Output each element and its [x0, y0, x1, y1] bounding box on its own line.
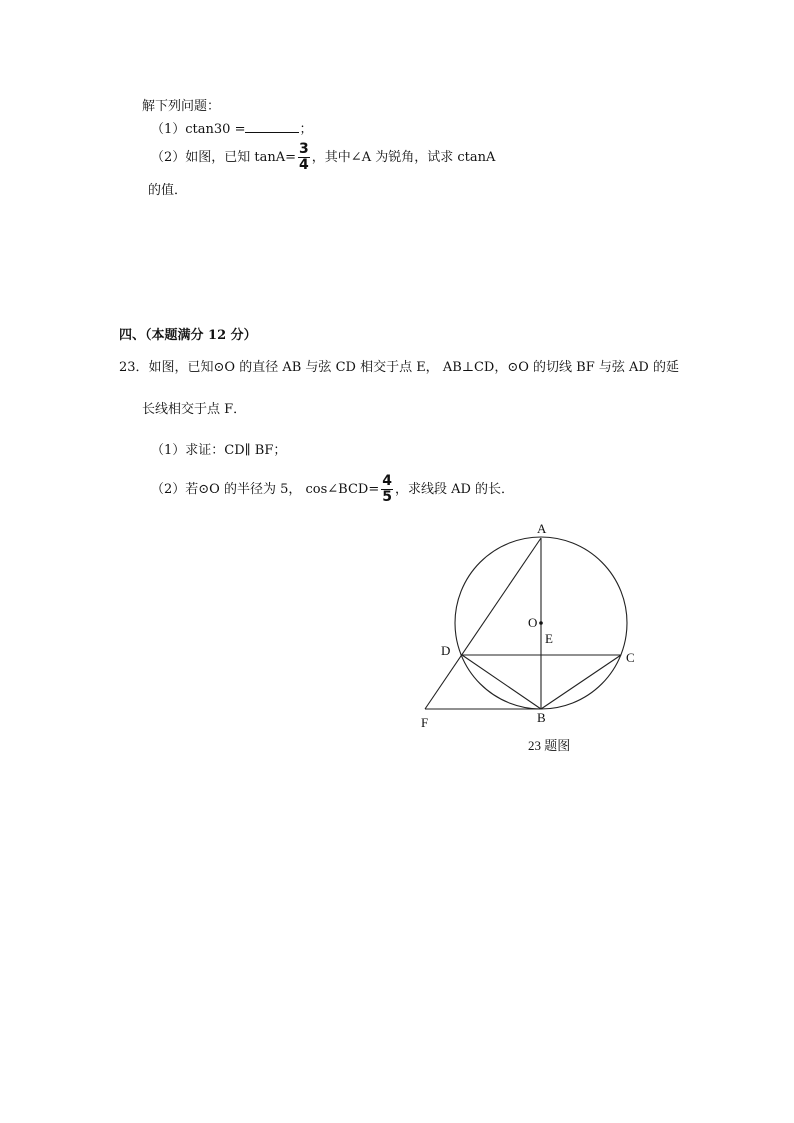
fraction-denominator: 4 — [299, 157, 309, 173]
center-point — [539, 621, 543, 625]
figure-caption: 23 题图 — [528, 738, 571, 753]
label-a: A — [537, 521, 547, 536]
segment-db — [462, 655, 541, 709]
problem22-intro: 解下列问题： — [142, 99, 221, 114]
problem23-statement-continued: 长线相交于点 F． — [142, 402, 247, 417]
label-f: F — [421, 715, 429, 730]
label-e: E — [545, 631, 553, 646]
line-fa — [425, 538, 541, 709]
problem22-part1 — [151, 120, 312, 139]
answer-blank[interactable] — [245, 120, 299, 133]
geometry-figure — [400, 510, 660, 770]
problem23-part2 — [151, 472, 514, 508]
problem22-part2-suffix: ，其中∠A 为锐角，试求 ctanA — [311, 150, 496, 165]
fraction-three-quarters — [298, 142, 310, 173]
fraction-denominator: 5 — [382, 489, 392, 505]
label-b: B — [537, 710, 546, 725]
problem22-part1-suffix: ； — [299, 122, 313, 137]
problem22-part2 — [151, 140, 495, 176]
fraction-numerator: 4 — [382, 473, 392, 489]
problem23-part2-suffix: ，求线段 AD 的长． — [394, 482, 515, 497]
problem22-part1-text: （1）ctan30 = — [151, 122, 246, 137]
problem23-statement: 23．如图，已知⊙O 的直径 AB 与弦 CD 相交于点 E， AB⊥CD，⊙O 的切线 BF 与弦 AD 的延 — [119, 360, 679, 375]
fraction-four-fifths — [381, 474, 393, 505]
problem22-part2-continued: 的值． — [148, 183, 188, 198]
section-heading: 四、（本题满分 12 分） — [119, 328, 257, 343]
segment-cb — [541, 655, 621, 709]
problem23-part2-text: （2）若⊙O 的半径为 5， cos∠BCD= — [151, 482, 380, 497]
label-d: D — [441, 643, 451, 658]
label-o: O — [528, 615, 538, 630]
problem23-part1: （1）求证：CD∥ BF； — [151, 443, 287, 458]
fraction-numerator: 3 — [299, 141, 309, 157]
problem22-part2-text: （2）如图，已知 tanA= — [151, 150, 297, 165]
label-c: C — [626, 650, 635, 665]
